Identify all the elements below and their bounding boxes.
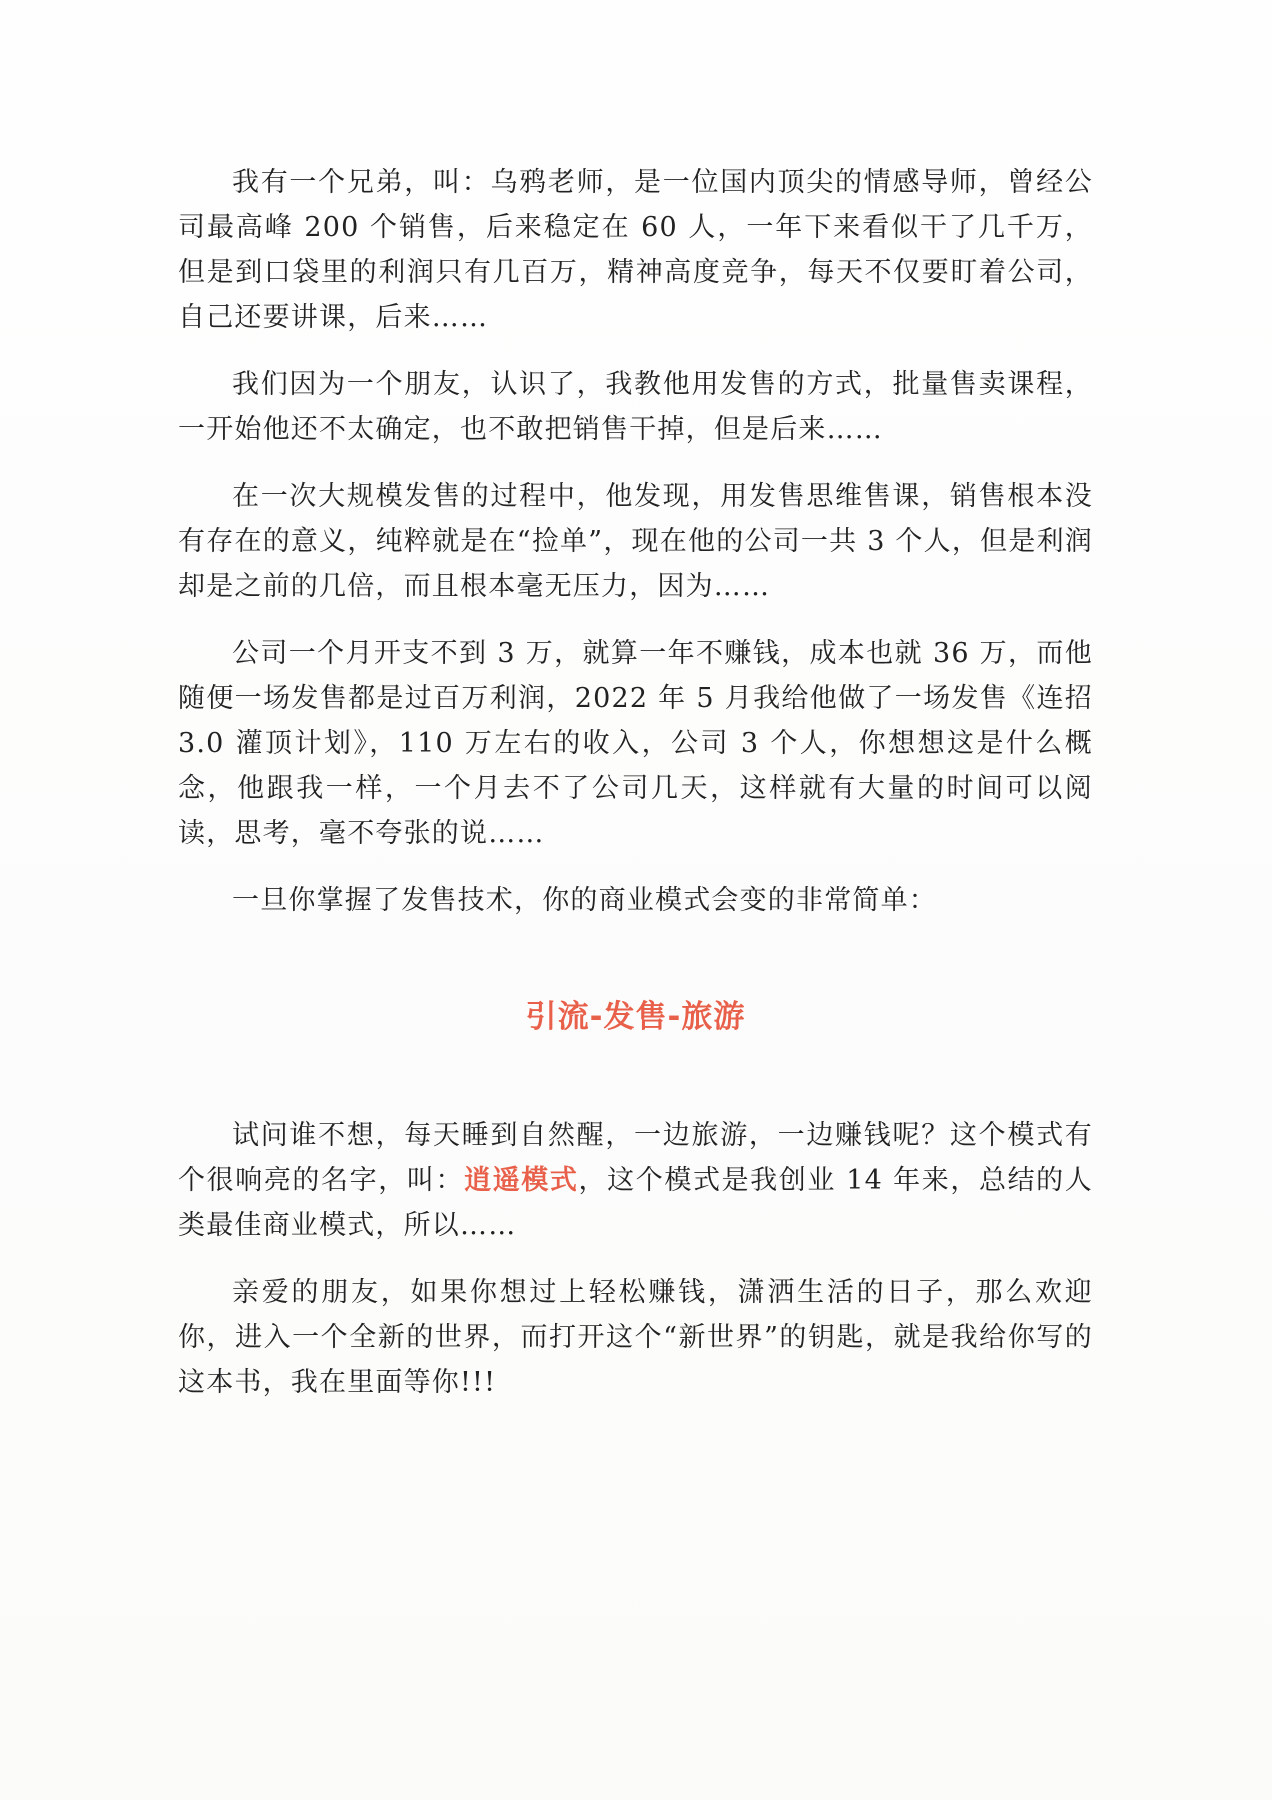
paragraph-company-costs: 公司一个月开支不到 3 万，就算一年不赚钱，成本也就 36 万，而他随便一场发售都是过百万利润，2022 年 5 月我给他做了一场发售《连招 3.0 灌顶计划》，110 万左右的收入，公司 3 个人，你想想这是什么概念，他跟我一样，一个月去不了公司几天，这样就有大量的时间可以阅读，思考，毫不夸张的说……	[178, 638, 1093, 849]
page-content	[178, 160, 1093, 1427]
free-mode-text-after: ，这个模式是我创业 14 年来，总结的人类最佳商业模式，所以……	[178, 1165, 1093, 1241]
section-heading: 引流-发售-旅游	[525, 999, 746, 1035]
free-mode-highlight: 逍遥模式	[464, 1165, 579, 1196]
paragraph-met-friend: 我们因为一个朋友，认识了，我教他用发售的方式，批量售卖课程，一开始他还不太确定，也不敢把销售干掉，但是后来……	[178, 369, 1093, 445]
free-mode-text-before: 试问谁不想，每天睡到自然醒，一边旅游，一边赚钱呢？这个模式有个很响亮的名字，叫：	[178, 1120, 1093, 1196]
paragraph-closing: 亲爱的朋友，如果你想过上轻松赚钱，潇洒生活的日子，那么欢迎你，进入一个全新的世界，而打开这个“新世界”的钥匙，就是我给你写的这本书，我在里面等你!!!	[178, 1277, 1093, 1398]
paragraph-free-mode	[178, 1113, 1093, 1248]
paragraph-crow-teacher: 我有一个兄弟，叫：乌鸦老师，是一位国内顶尖的情感导师，曾经公司最高峰 200 个销售，后来稳定在 60 人，一年下来看似干了几千万，但是到口袋里的利润只有几百万，精神高度竞争，每天不仅要盯着公司，自己还要讲课，后来……	[178, 167, 1093, 333]
paragraph-business-model-intro: 一旦你掌握了发售技术，你的商业模式会变的非常简单：	[232, 885, 937, 916]
paragraph-large-launch: 在一次大规模发售的过程中，他发现，用发售思维售课，销售根本没有存在的意义，纯粹就是在“捡单”，现在他的公司一共 3 个人，但是利润却是之前的几倍，而且根本毫无压力，因为……	[178, 481, 1093, 602]
